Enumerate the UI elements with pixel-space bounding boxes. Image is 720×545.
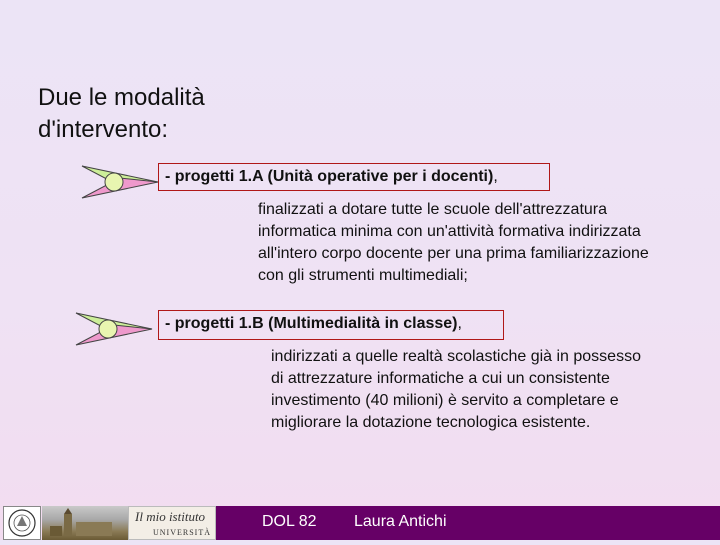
project-1b-comma: , [457,315,462,332]
project-1a-title: - progetti 1.A (Unità operative per i docenti) [165,168,494,185]
footer [0,506,720,540]
project-1b-label [158,310,504,340]
university-seal-logo [3,506,41,540]
footer-author: Laura Antichi [354,513,447,530]
campus-photo-logo [42,506,128,540]
footer-bar [216,506,720,540]
logo-text-top: Il mio istituto [135,509,206,524]
project-1a-description: finalizzati a dotare tutte le scuole dell'attrezzatura informatica minima con un'attività formativa indirizzata all'intero corpo docente per una prima familiarizzazione con gli strumenti multimediali; [258,201,649,284]
logo-text-bottom: UNIVERSITÀ [153,528,211,537]
slide-title: Due le modalità d'intervento: [38,84,205,143]
institute-banner-logo [128,506,216,540]
footer-code: DOL 82 [262,513,317,530]
project-1b-description: indirizzati a quelle realtà scolastiche già in possesso di attrezzature informatiche a cui un consistente investimento (40 milioni) è servito a completare e migliorare la dotazione tecnologica esistente. [271,348,641,431]
pencil-bullet-icon [74,311,154,347]
pencil-bullet-icon [80,164,160,200]
project-1b-title: - progetti 1.B (Multimedialità in classe) [165,315,458,332]
project-1a-comma: , [493,168,498,185]
project-1a-label [158,163,550,191]
